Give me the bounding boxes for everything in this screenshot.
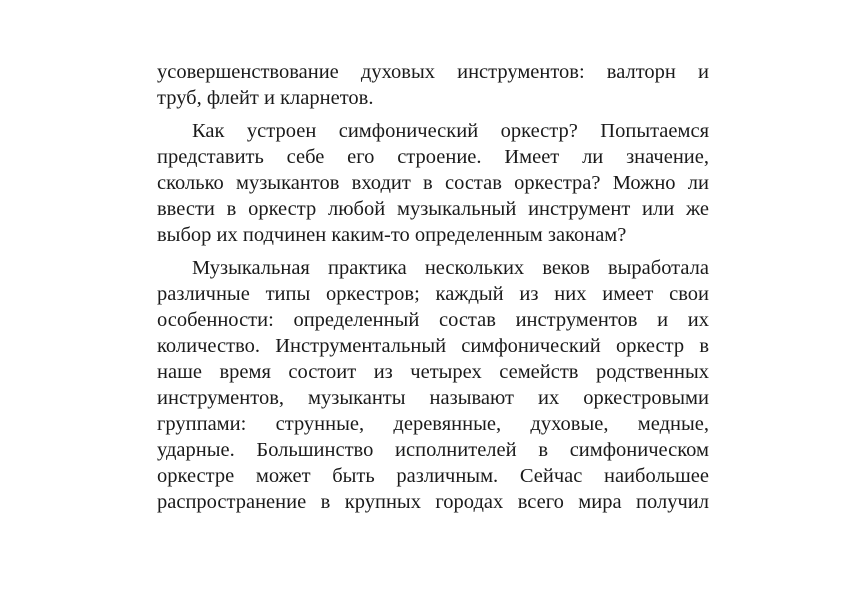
text-line: Музыкальная практика нескольких веков выработала <box>192 257 709 279</box>
paragraph-2 <box>157 118 709 248</box>
text-line: оркестре может быть различным. Сейчас наибольшее <box>157 465 709 487</box>
text-line: ударные. Большинство исполнителей в симфоническом <box>157 439 709 461</box>
text-line: распространение в крупных городах всего мира получил <box>157 491 709 513</box>
text-line: сколько музыкантов входит в состав оркестра? Можно ли <box>157 172 709 194</box>
text-line: ввести в оркестр любой музыкальный инструмент или же <box>157 198 709 220</box>
text-line: особенности: определенный состав инструментов и их <box>157 309 709 331</box>
text-line: усовершенствование духовых инструментов: валторн и <box>157 61 709 83</box>
text-line: количество. Инструментальный симфонический оркестр в <box>157 335 709 357</box>
text-line: инструментов, музыканты называют их оркестровыми <box>157 387 709 409</box>
paragraph-1 <box>157 59 709 111</box>
text-line: различные типы оркестров; каждый из них имеет свои <box>157 283 709 305</box>
text-line: группами: струнные, деревянные, духовые, медные, <box>157 413 709 435</box>
text-line: труб, флейт и кларнетов. <box>157 87 374 109</box>
text-line: Как устроен симфонический оркестр? Попытаемся <box>192 120 709 142</box>
text-line: представить себе его строение. Имеет ли значение, <box>157 146 709 168</box>
text-line: выбор их подчинен каким-то определенным законам? <box>157 224 627 246</box>
text-line: наше время состоит из четырех семейств родственных <box>157 361 709 383</box>
document-body <box>157 59 709 515</box>
paragraph-3 <box>157 255 709 515</box>
